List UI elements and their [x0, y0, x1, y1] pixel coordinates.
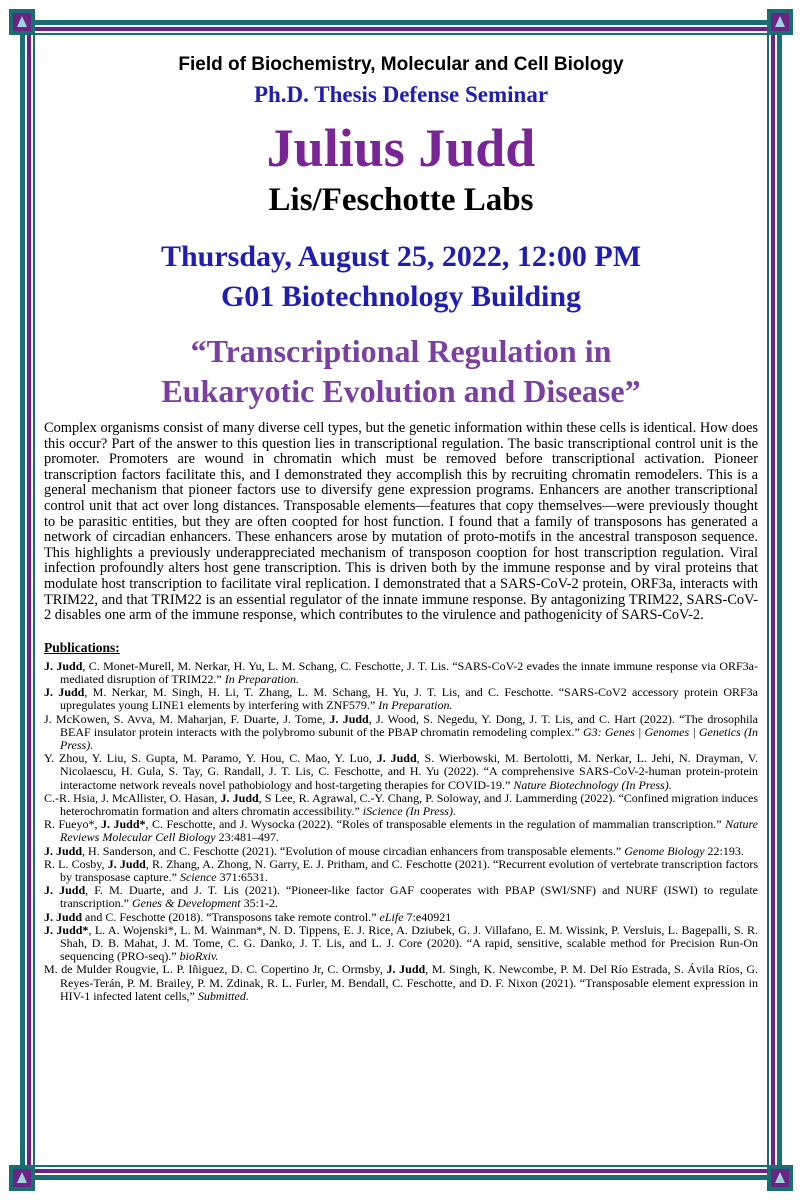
publication-highlight-author: J. Judd*: [101, 817, 146, 832]
publication-journal: bioRxiv.: [179, 949, 219, 964]
publication-authors-before: C.-R. Hsia, J. McAllister, O. Hasan,: [44, 790, 221, 805]
publication-journal: In Preparation.: [224, 671, 299, 686]
publication-citation: , F. M. Duarte, and J. T. Lis (2021). “Pioneer-like factor GAF cooperates with PBAP (SWI/SNF) and NURF (ISWI) to regulate transcription.”: [60, 883, 758, 911]
seminar-type: Ph.D. Thesis Defense Seminar: [253, 82, 549, 107]
publication-entry: [44, 924, 758, 964]
publication-citation: , S. Wierbowski, M. Bertolotti, M. Nerkar, L. Jehi, N. Drayman, V. Nicolaescu, H. Gula, S. Tay, G. Randall, J. T. Lis, C. Feschotte, and H. Yu (2022). “A comprehensive SARS-CoV-2-human protein-protein interactome network reveals novel pathobiology and host-targeting therapies for COVID-19.”: [60, 751, 758, 792]
publication-citation: , M. Singh, K. Newcombe, P. M. Del Río Estrada, S. Ávila Ríos, G. Reyes-Terán, P. M. Brailey, P. M. Zdinak, R. L. Furler, M. Bendall, C. Feschotte, and D. F. Nixon (2021). “Transposable element expression in HIV-1 infected latent cells,”: [60, 962, 758, 1003]
publication-journal: iScience (In Press).: [362, 803, 456, 818]
event-datetime: Thursday, August 25, 2022, 12:00 PM: [160, 240, 642, 273]
publication-entry: [44, 713, 758, 753]
event-location: G01 Biotechnology Building: [220, 280, 582, 313]
publication-highlight-author: J. Judd: [376, 751, 417, 766]
publication-journal: G3: Genes | Genomes | Genetics (In Press).: [60, 724, 758, 752]
publication-authors-before: J. McKowen, S. Avva, M. Maharjan, F. Duarte, J. Tome,: [44, 711, 330, 726]
publication-volume: 22:193.: [704, 843, 744, 858]
publication-journal: Nature Reviews Molecular Cell Biology: [60, 817, 758, 845]
publication-entry: [44, 752, 758, 792]
publication-highlight-author: J. Judd: [107, 856, 146, 871]
publication-citation: and C. Feschotte (2018). “Transposons take remote control.”: [82, 909, 380, 924]
publications-heading: Publications:: [44, 639, 120, 655]
field-heading: Field of Biochemistry, Molecular and Cell Biology: [178, 54, 624, 75]
publication-highlight-author: J. Judd: [44, 685, 85, 700]
publication-journal: Submitted.: [197, 988, 249, 1003]
lab-affiliation: Lis/Feschotte Labs: [268, 182, 534, 218]
talk-title: [44, 331, 758, 411]
publication-authors-before: Y. Zhou, Y. Liu, S. Gupta, M. Paramo, Y. Hou, C. Mao, Y. Luo,: [44, 751, 377, 766]
publication-authors-before: M. de Mulder Rougvie, L. P. Iñiguez, D. C. Copertino Jr, C. Ormsby,: [44, 962, 387, 977]
publication-highlight-author: J. Judd*: [44, 922, 89, 937]
publication-entry: [44, 884, 758, 910]
publication-journal: Nature Biotechnology (In Press).: [513, 777, 672, 792]
publication-journal: In Preparation.: [378, 698, 453, 713]
publication-journal: Genome Biology: [624, 843, 705, 858]
publication-highlight-author: J. Judd: [44, 658, 83, 673]
publication-volume: 371:6531.: [216, 869, 268, 884]
publication-entry: [44, 792, 758, 818]
publication-entry: [44, 660, 758, 686]
corner-ornament-icon: [766, 1164, 794, 1192]
publication-citation: , S Lee, R. Agrawal, C.-Y. Chang, P. Soloway, and J. Lammerding (2022). “Confined migration induces heterochromatin formation and alters chromatin accessibility.”: [60, 790, 758, 818]
publication-highlight-author: J. Judd: [386, 962, 426, 977]
publication-citation: , C. Feschotte, and J. Wysocka (2022). “Roles of transposable elements in the regulation of mammalian transcription.”: [145, 817, 726, 832]
publication-highlight-author: J. Judd: [220, 790, 259, 805]
publication-citation: , H. Sanderson, and C. Feschotte (2021). “Evolution of mouse circadian enhancers from transposable elements.”: [82, 843, 625, 858]
corner-ornament-icon: [766, 8, 794, 36]
publication-citation: , M. Nerkar, M. Singh, H. Li, T. Zhang, L. M. Schang, H. Yu, J. T. Lis, and C. Feschotte. “SARS-CoV2 accessory protein ORF3a upregulates young LINE1 elements by interfering with ZNF579.”: [60, 685, 758, 713]
publication-highlight-author: J. Judd: [44, 883, 86, 898]
publication-volume: 7:e40921: [403, 909, 452, 924]
publication-entry: [44, 858, 758, 884]
publication-authors-before: R. L. Cosby,: [44, 856, 108, 871]
talk-title-line-2: Eukaryotic Evolution and Disease”: [161, 373, 641, 409]
publication-citation: , C. Monet-Murell, M. Nerkar, H. Yu, L. M. Schang, C. Feschotte, J. T. Lis. “SARS-CoV-2 evades the innate immune response via ORF3a-mediated disruption of TRIM22.”: [60, 658, 758, 686]
publication-volume: 23:481–497.: [215, 830, 279, 845]
publication-entry: [44, 686, 758, 712]
talk-title-line-1: “Transcriptional Regulation in: [190, 333, 612, 369]
poster-content: [44, 48, 758, 1003]
publication-authors-before: R. Fueyo*,: [44, 817, 101, 832]
publication-highlight-author: J. Judd: [329, 711, 369, 726]
corner-ornament-icon: [8, 1164, 36, 1192]
abstract-text: Complex organisms consist of many diverse cell types, but the genetic information within these cells is identical. How does this occur? Part of the answer to this question lies in transcriptional regulation. The basic transcriptional control unit is the promoter. Promoters are wound in chromatin which must be removed before transcriptional activation. Pioneer transcription factors facilitate this, and I demonstrated they accomplish this by recruiting chromatin remodelers. This is a general mechanism that pioneer factors use to diversify gene expression programs. Enhancers are another transcriptional control unit that act over long distances. Transposable elements—features that copy themselves—were previously thought to be parasitic entities, but they are often coopted for host function. I found that a family of transposons has generated a network of circadian enhancers. These enhancers arose by mutation of proto-motifs in the ancestral transposon sequence. This highlights a previously underappreciated mechanism of transposon cooption for host transcription regulation. Viral infection profoundly alters host gene transcription. This is driven both by the immune response and by viral proteins that modulate host transcription to facilitate viral replication. I demonstrated that a SARS-CoV-2 protein, ORF3a, interacts with TRIM22, and that TRIM22 is an essential regulator of the innate immune response. By antagonizing TRIM22, SARS-CoV-2 disables one arm of the immune response, which contributes to the virulence and pathogenicity of SARS-CoV-2.: [44, 420, 758, 624]
publication-highlight-author: J. Judd: [44, 909, 83, 924]
publication-volume: 35:1-2.: [240, 896, 278, 911]
publication-highlight-author: J. Judd: [44, 843, 83, 858]
publication-citation: , L. A. Wojenski*, L. M. Wainman*, N. D. Tippens, E. J. Rice, A. Dziubek, G. J. Villafano, E. M. Wissink, P. Versluis, L. Bagepalli, S. R. Shah, D. B. Mahat, J. M. Tome, C. G. Danko, J. T. Lis, and L. J. Core (2020). “A rapid, sensitive, scalable method for Precision Run-On sequencing (PRO-seq).”: [60, 922, 758, 964]
speaker-name: Julius Judd: [266, 118, 536, 178]
publication-journal: eLife: [379, 909, 404, 924]
publication-entry: [44, 818, 758, 844]
publications-list: [44, 660, 758, 1003]
publication-journal: Genes & Development: [131, 896, 241, 911]
publication-citation: , J. Wood, S. Negedu, Y. Dong, J. T. Lis, and C. Hart (2022). “The drosophila BEAF insulator protein interacts with the polybromo subunit of the PBAP chromatin remodeling complex.”: [60, 711, 758, 739]
publication-journal: Science: [179, 869, 217, 884]
corner-ornament-icon: [8, 8, 36, 36]
publication-entry: [44, 963, 758, 1003]
publication-citation: , R. Zhang, A. Zhong, N. Garry, E. J. Pritham, and C. Feschotte (2021). “Recurrent evolution of vertebrate transcription factors by transposase capture.”: [60, 856, 758, 884]
